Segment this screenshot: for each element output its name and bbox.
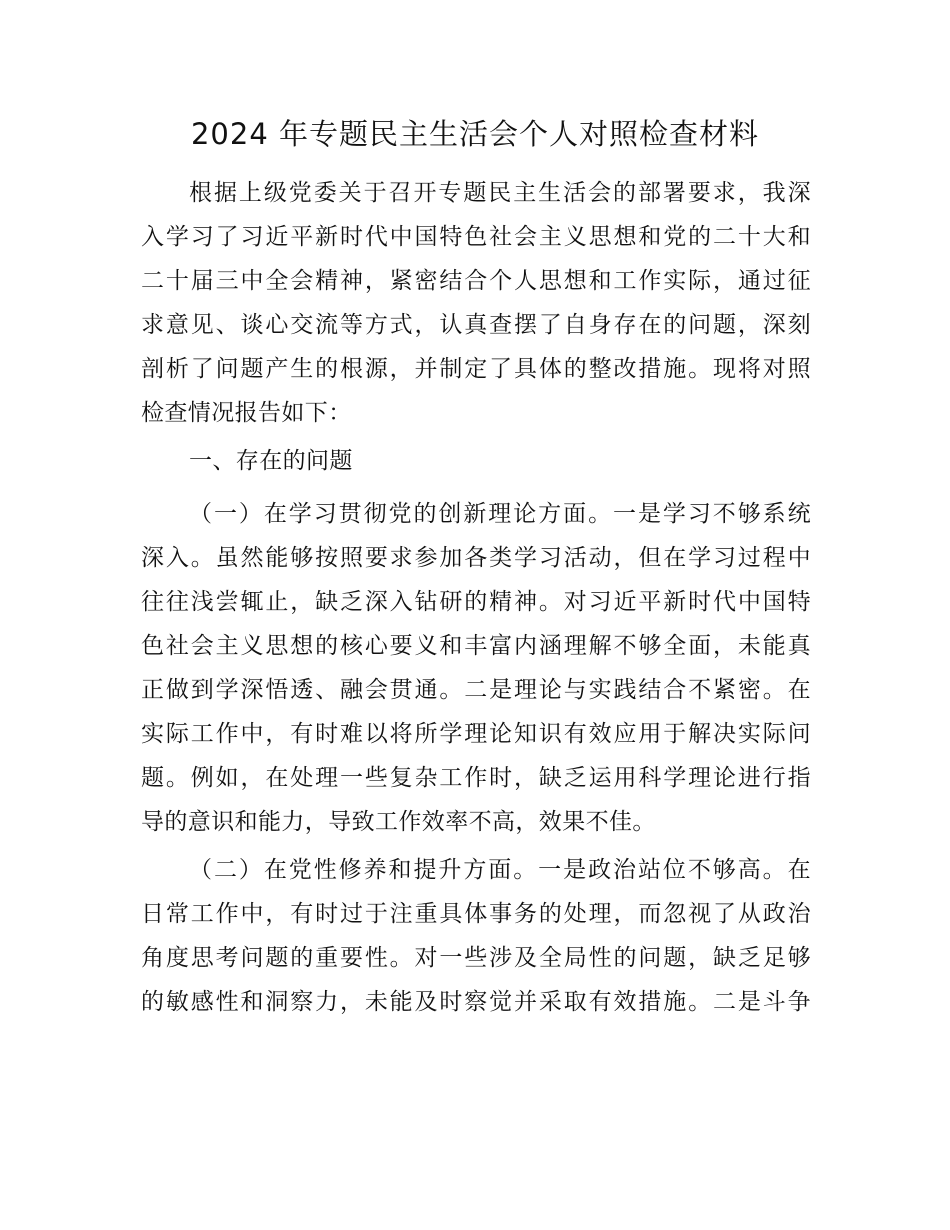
paragraph-line: 往往浅尝辄止，缺乏深入钻研的精神。对习近平新时代中国特 <box>141 589 811 615</box>
paragraph-first-line: 一、存在的问题 <box>189 448 353 474</box>
paragraph-line: 入学习了习近平新时代中国特色社会主义思想和党的二十大和 <box>141 224 811 250</box>
paragraph-line: 二十届三中全会精神，紧密结合个人思想和工作实际，通过征 <box>141 268 811 294</box>
paragraph-line: 检查情况报告如下： <box>141 400 352 426</box>
paragraph-line: 正做到学深悟透、融会贯通。二是理论与实践结合不紧密。在 <box>141 677 811 703</box>
paragraph-line: 导的意识和能力，导致工作效率不高，效果不佳。 <box>141 809 656 835</box>
paragraph-line: 实际工作中，有时难以将所学理论知识有效应用于解决实际问 <box>141 721 811 747</box>
paragraph-line: 深入。虽然能够按照要求参加各类学习活动，但在学习过程中 <box>141 545 811 571</box>
paragraph-line: 剖析了问题产生的根源，并制定了具体的整改措施。现将对照 <box>141 356 811 382</box>
paragraph-line: 题。例如，在处理一些复杂工作时，缺乏运用科学理论进行指 <box>141 765 811 791</box>
paragraph-line: 求意见、谈心交流等方式，认真查摆了自身存在的问题，深刻 <box>141 312 811 338</box>
document-title: 2024 年专题民主生活会个人对照检查材料 <box>190 117 760 151</box>
paragraph-first-line: （二）在党性修养和提升方面。一是政治站位不够高。在 <box>189 857 811 883</box>
paragraph-first-line: （一）在学习贯彻党的创新理论方面。一是学习不够系统 <box>189 501 811 527</box>
paragraph-line: 日常工作中，有时过于注重具体事务的处理，而忽视了从政治 <box>141 901 811 927</box>
paragraph-line: 色社会主义思想的核心要义和丰富内涵理解不够全面，未能真 <box>141 633 811 659</box>
paragraph-line: 的敏感性和洞察力，未能及时察觉并采取有效措施。二是斗争 <box>141 989 811 1015</box>
paragraph-line: 角度思考问题的重要性。对一些涉及全局性的问题，缺乏足够 <box>141 945 811 971</box>
paragraph-first-line: 根据上级党委关于召开专题民主生活会的部署要求，我深 <box>189 180 811 206</box>
